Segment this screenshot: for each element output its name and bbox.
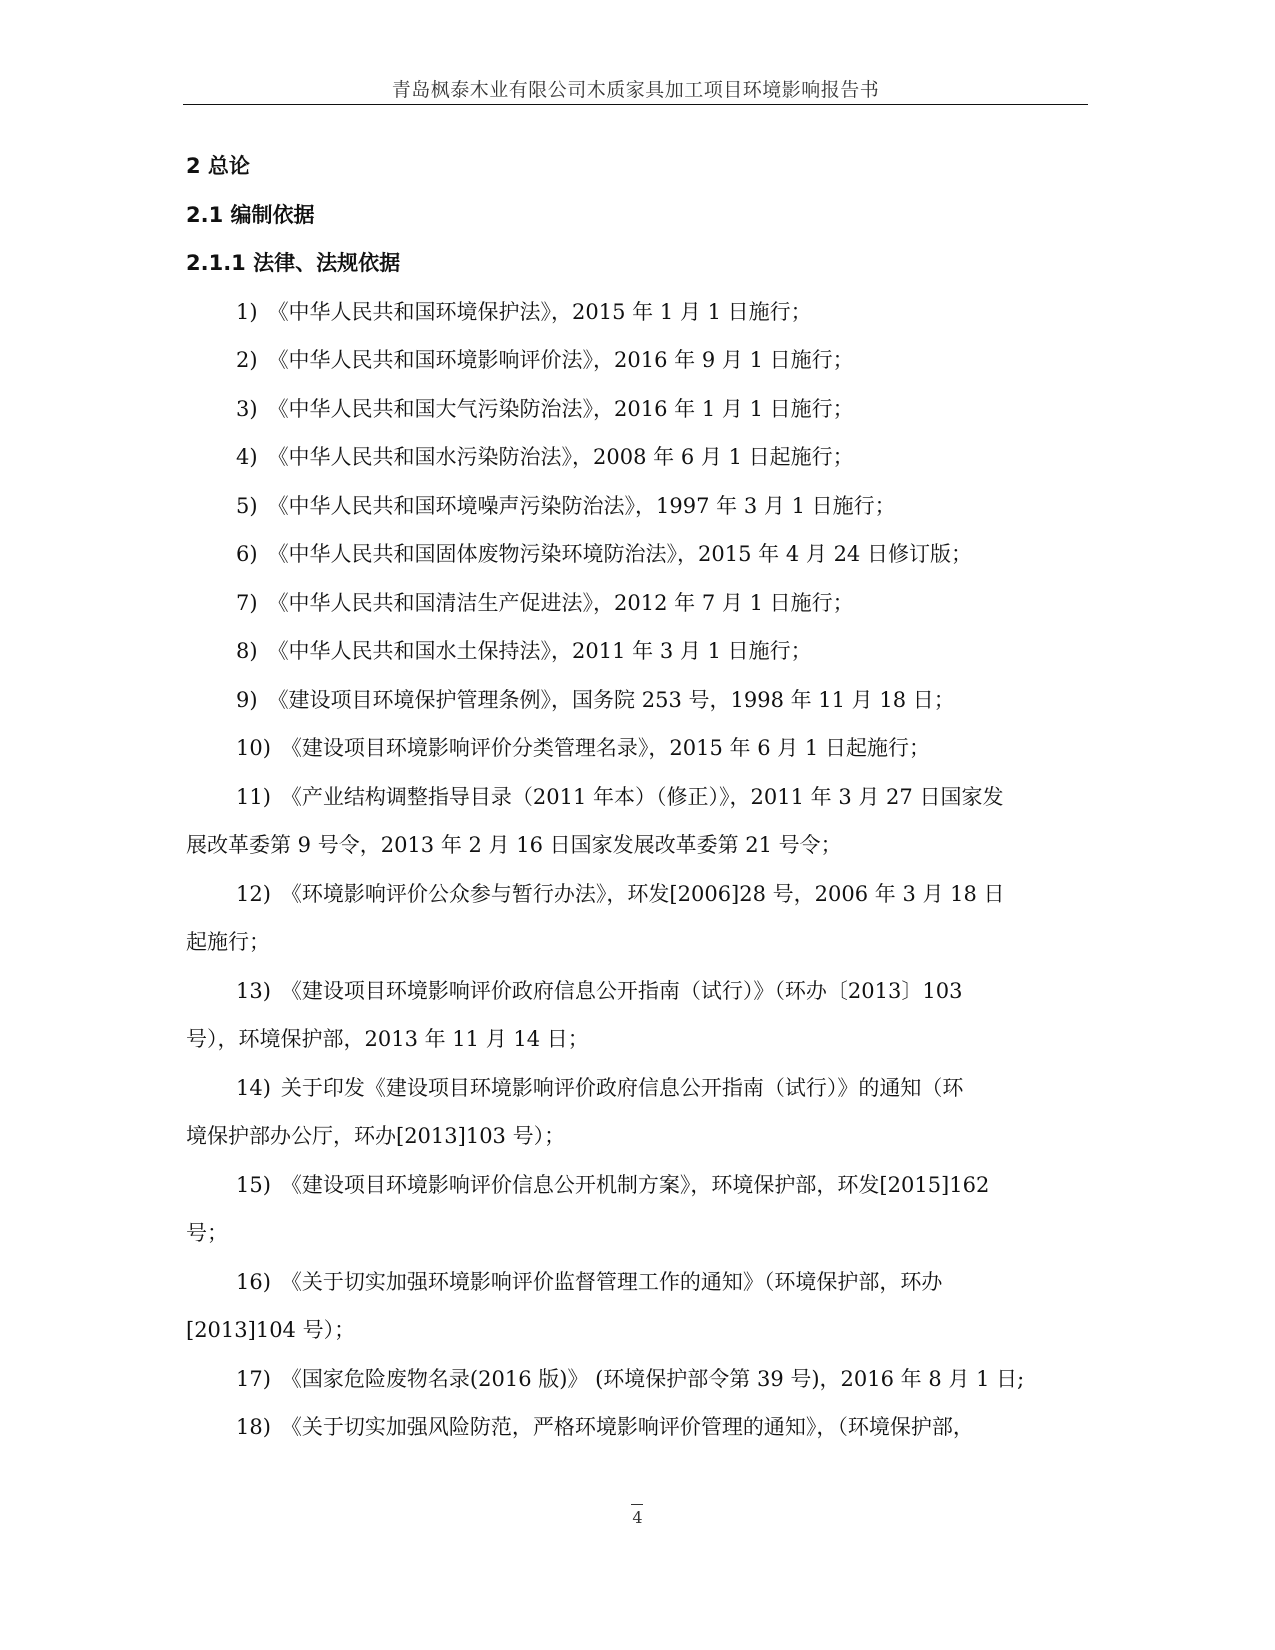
chapter-heading: 2 总论 bbox=[186, 154, 250, 178]
section-heading: 2.1 编制依据 bbox=[186, 202, 315, 227]
list-item-line bbox=[186, 385, 1086, 434]
list-item-line bbox=[186, 967, 1086, 1016]
list-item-text: 号； bbox=[186, 1221, 228, 1245]
list-item-text: 《中华人民共和国大气污染防治法》，2016 年 1 月 1 日施行； bbox=[267, 396, 854, 421]
list-item-number: 16) bbox=[236, 1269, 271, 1294]
list-item-text: 《中华人民共和国固体废物污染环境防治法》，2015 年 4 月 24 日修订版； bbox=[267, 542, 972, 566]
list-item bbox=[186, 530, 1086, 579]
list-item bbox=[186, 1355, 1086, 1404]
regulation-list bbox=[186, 288, 1086, 1452]
list-item bbox=[186, 1258, 1086, 1355]
list-item bbox=[186, 724, 1086, 773]
list-item-text: 起施行； bbox=[186, 930, 270, 954]
list-item-text: 关于印发《建设项目环境影响评价政府信息公开指南（试行）》的通知（环 bbox=[280, 1075, 964, 1100]
list-item-text: 《建设项目环境影响评价信息公开机制方案》，环境保护部，环发[2015]162 bbox=[280, 1172, 990, 1197]
list-item-line bbox=[186, 579, 1086, 628]
list-item-text: 《建设项目环境影响评价分类管理名录》，2015 年 6 月 1 日起施行； bbox=[280, 736, 930, 760]
list-item-number: 4) bbox=[236, 445, 258, 469]
list-item-line bbox=[186, 1403, 1086, 1452]
list-item-line bbox=[186, 773, 1086, 822]
list-item-text: 《国家危险废物名录(2016 版)》 (环境保护部令第 39 号)，2016 年 8 月 1 日; bbox=[280, 1366, 1025, 1391]
list-item-text: 《中华人民共和国环境影响评价法》，2016 年 9 月 1 日施行； bbox=[267, 348, 854, 372]
list-item-text: 《建设项目环境保护管理条例》，国务院 253 号，1998 年 11 月 18 日； bbox=[267, 687, 955, 712]
list-item bbox=[186, 1161, 1086, 1258]
list-item-text: 《中华人民共和国清洁生产促进法》，2012 年 7 月 1 日施行； bbox=[267, 590, 854, 615]
list-item bbox=[186, 1064, 1086, 1161]
list-item-number: 10) bbox=[236, 736, 271, 760]
subsection-heading: 2.1.1 法律、法规依据 bbox=[186, 251, 401, 275]
list-item-line bbox=[186, 482, 1086, 531]
list-item-number: 13) bbox=[236, 978, 271, 1003]
list-item bbox=[186, 288, 1086, 337]
list-item-line bbox=[186, 288, 1086, 337]
list-item-number: 6) bbox=[236, 542, 258, 566]
list-item-number: 14) bbox=[236, 1075, 271, 1100]
list-item-text: 《中华人民共和国水污染防治法》，2008 年 6 月 1 日起施行； bbox=[267, 445, 854, 469]
list-item-number: 12) bbox=[236, 881, 271, 906]
list-item-number: 15) bbox=[236, 1172, 271, 1197]
list-item-continuation bbox=[186, 1112, 1086, 1161]
list-item-text: 《中华人民共和国水土保持法》，2011 年 3 月 1 日施行； bbox=[267, 639, 812, 663]
list-item-line bbox=[186, 530, 1086, 579]
list-item-text: 《关于切实加强环境影响评价监督管理工作的通知》（环境保护部，环办 bbox=[280, 1269, 943, 1294]
list-item-line bbox=[186, 870, 1086, 919]
list-item-number: 2) bbox=[236, 348, 258, 372]
list-item-number: 1) bbox=[236, 299, 258, 324]
list-item bbox=[186, 870, 1086, 967]
list-item-line bbox=[186, 1161, 1086, 1210]
list-item-continuation bbox=[186, 1306, 1086, 1355]
list-item bbox=[186, 336, 1086, 385]
list-item-line bbox=[186, 1258, 1086, 1307]
list-item-continuation bbox=[186, 918, 1086, 967]
list-item-number: 5) bbox=[236, 493, 258, 518]
list-item-number: 17) bbox=[236, 1366, 271, 1391]
list-item bbox=[186, 1403, 1086, 1452]
list-item-text: 境保护部办公厅，环办[2013]103 号）； bbox=[186, 1124, 566, 1148]
page-number: 4 bbox=[632, 1508, 643, 1527]
list-item-line bbox=[186, 1064, 1086, 1113]
running-header: 青岛枫泰木业有限公司木质家具加工项目环境影响报告书 bbox=[391, 79, 880, 101]
list-item-text: 《产业结构调整指导目录（2011 年本）（修正）》，2011 年 3 月 27 日国家发 bbox=[280, 784, 1004, 809]
list-item-line bbox=[186, 627, 1086, 676]
list-item bbox=[186, 676, 1086, 725]
list-item-continuation bbox=[186, 1209, 1086, 1258]
list-item-text: 《关于切实加强风险防范，严格环境影响评价管理的通知》，（环境保护部， bbox=[280, 1415, 974, 1439]
list-item-text: 号），环境保护部，2013 年 11 月 14 日； bbox=[186, 1027, 589, 1051]
list-item bbox=[186, 579, 1086, 628]
list-item-number: 9) bbox=[236, 687, 258, 712]
list-item-text: 《环境影响评价公众参与暂行办法》，环发[2006]28 号，2006 年 3 月 18 日 bbox=[280, 881, 1005, 906]
list-item-number: 7) bbox=[236, 590, 258, 615]
list-item-line bbox=[186, 336, 1086, 385]
list-item-line bbox=[186, 1355, 1086, 1404]
list-item bbox=[186, 433, 1086, 482]
list-item-text: 《中华人民共和国环境保护法》，2015 年 1 月 1 日施行； bbox=[267, 299, 812, 324]
list-item bbox=[186, 773, 1086, 870]
header-divider bbox=[183, 104, 1088, 105]
document-body bbox=[186, 142, 1086, 1452]
list-item-text: 《建设项目环境影响评价政府信息公开指南（试行）》（环办〔2013〕103 bbox=[280, 978, 963, 1003]
list-item-continuation bbox=[186, 1015, 1086, 1064]
list-item-line bbox=[186, 676, 1086, 725]
list-item bbox=[186, 967, 1086, 1064]
list-item-continuation bbox=[186, 821, 1086, 870]
list-item-text: [2013]104 号）； bbox=[186, 1318, 356, 1342]
list-item-text: 《中华人民共和国环境噪声污染防治法》，1997 年 3 月 1 日施行； bbox=[267, 493, 896, 518]
list-item bbox=[186, 627, 1086, 676]
list-item-number: 11) bbox=[236, 784, 271, 809]
list-item-number: 3) bbox=[236, 396, 258, 421]
list-item-line bbox=[186, 433, 1086, 482]
list-item-line bbox=[186, 724, 1086, 773]
list-item-number: 18) bbox=[236, 1415, 271, 1439]
page-number-mark bbox=[631, 1504, 643, 1505]
list-item bbox=[186, 482, 1086, 531]
list-item bbox=[186, 385, 1086, 434]
list-item-text: 展改革委第 9 号令，2013 年 2 月 16 日国家发展改革委第 21 号令； bbox=[186, 833, 842, 857]
list-item-number: 8) bbox=[236, 639, 258, 663]
